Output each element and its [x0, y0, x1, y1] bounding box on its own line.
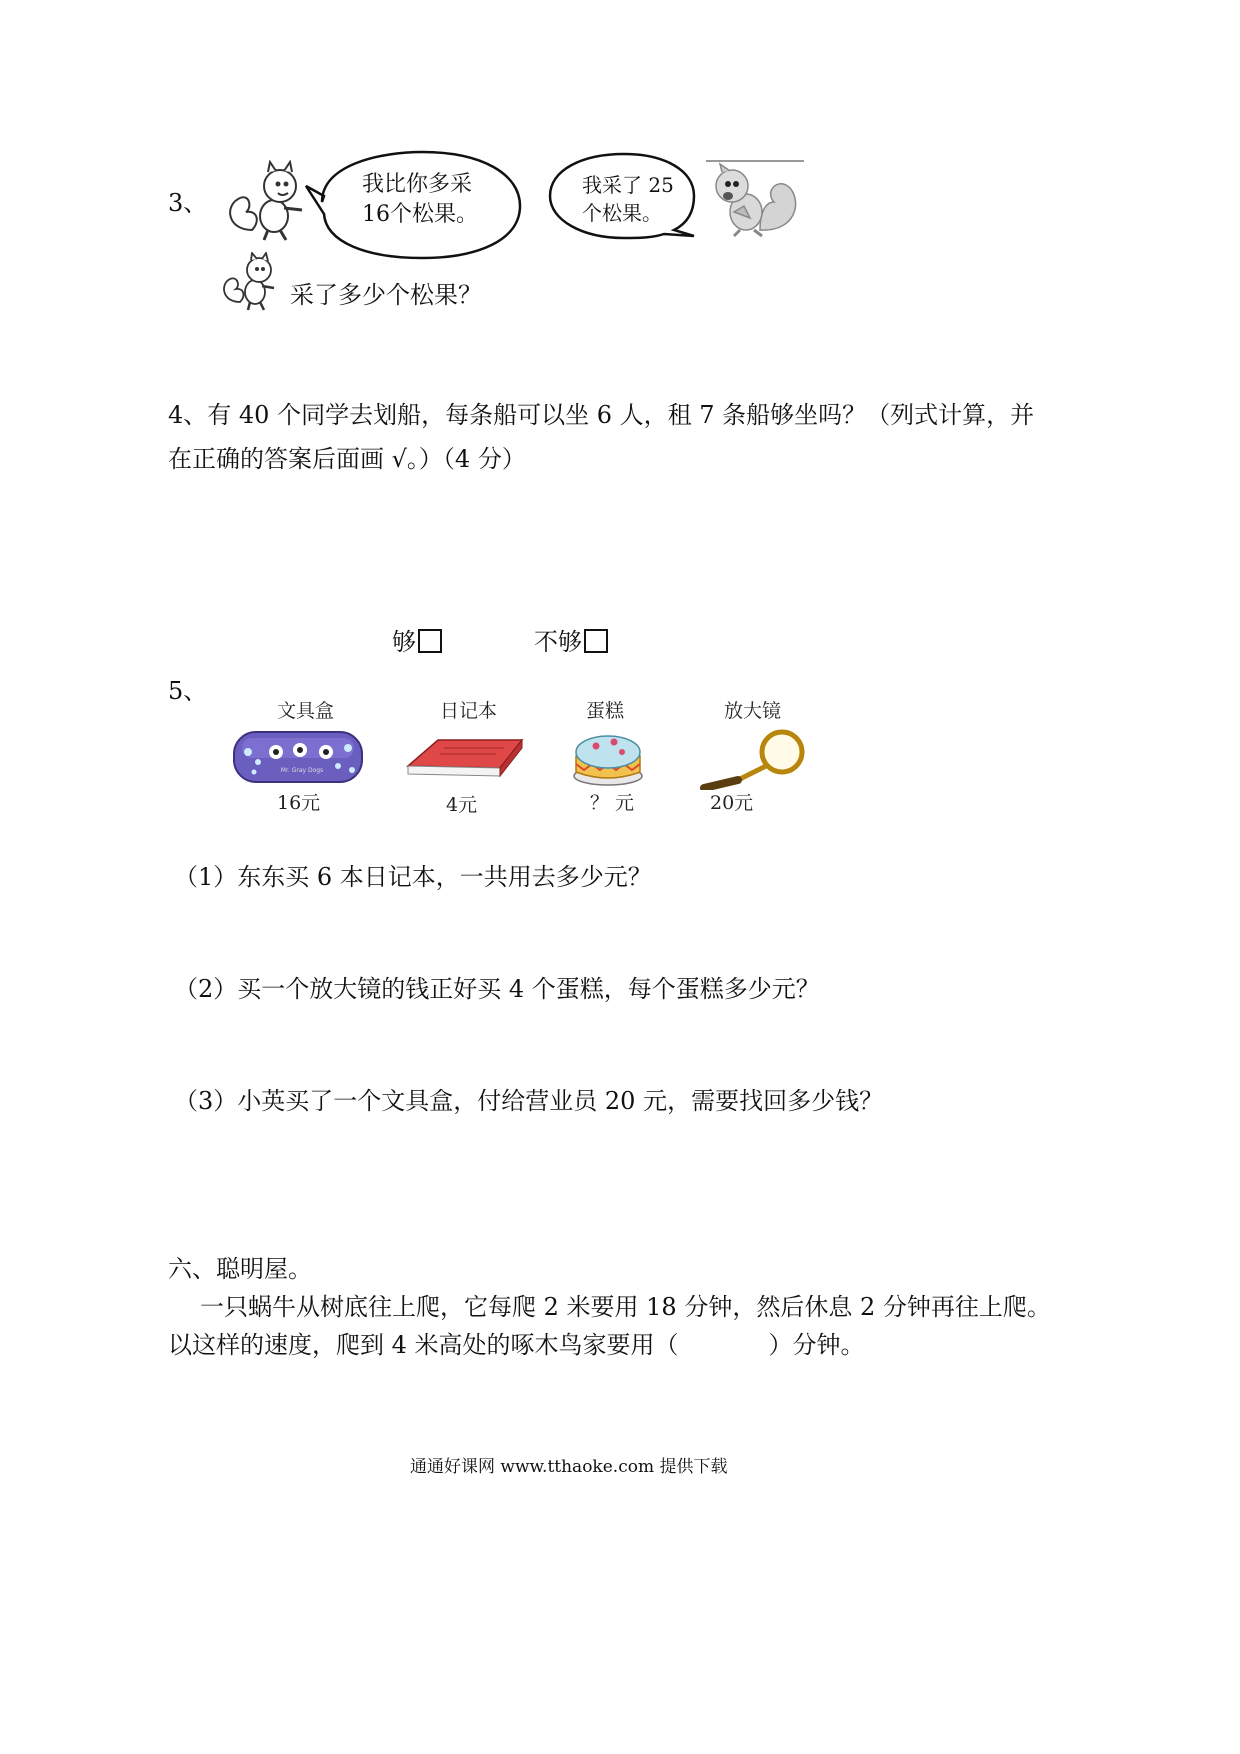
- q5-number: 5、: [168, 677, 208, 705]
- item-name-magnifier: 放大镜: [724, 700, 782, 722]
- footer-credit: 通通好课网 www.tthaoke.com 提供下载: [410, 1457, 728, 1477]
- q4-checkbox-enough[interactable]: [418, 629, 442, 653]
- item-price-notebook: 4元: [446, 794, 478, 816]
- magnifier-icon: [698, 728, 810, 790]
- squirrel-small-icon: [218, 252, 282, 312]
- item-name-notebook: 日记本: [440, 700, 498, 722]
- bubble-left-line2: 16个松果。: [362, 202, 478, 227]
- item-price-magnifier: 20元: [710, 792, 754, 814]
- q6-line1: 一只蜗牛从树底往上爬，它每爬 2 米要用 18 分钟，然后休息 2 分钟再往上爬。: [200, 1293, 1051, 1321]
- notebook-icon: [404, 736, 526, 782]
- cake-icon: [570, 728, 646, 788]
- q6-line2-prefix: 以这样的速度，爬到 4 米高处的啄木鸟家要用（: [168, 1331, 679, 1359]
- q5-sub3: （3）小英买了一个文具盒，付给营业员 20 元，需要找回多少钱？: [174, 1087, 884, 1115]
- bubble-right-line1: 我采了 25: [582, 173, 674, 197]
- q4-option-not-enough-label: 不够: [534, 628, 582, 656]
- q5-sub2: （2）买一个放大镜的钱正好买 4 个蛋糕，每个蛋糕多少元？: [174, 975, 820, 1003]
- squirrel-left-icon: [222, 160, 314, 244]
- q4-option-not-enough: [534, 627, 608, 657]
- item-price-cake: ？ 元: [590, 792, 635, 814]
- q5-sub1: （1）东东买 6 本日记本，一共用去多少元？: [174, 863, 652, 891]
- q4-option-enough: [392, 627, 442, 657]
- q4-checkbox-not-enough[interactable]: [584, 629, 608, 653]
- q4-line1: 4、有 40 个同学去划船，每条船可以坐 6 人，租 7 条船够坐吗？（列式计算，并: [168, 401, 1035, 429]
- q4-option-enough-label: 够: [392, 628, 416, 656]
- pencil-case-text: Mr. Gray Dogs: [280, 767, 324, 774]
- q3-number: 3、: [168, 189, 208, 217]
- q6-title: 六、聪明屋。: [168, 1255, 312, 1283]
- q3-question: 采了多少个松果？: [290, 281, 482, 309]
- squirrel-right-icon: [704, 162, 804, 238]
- bubble-left-line1: 我比你多采: [362, 172, 473, 197]
- item-name-pencil-case: 文具盒: [277, 700, 335, 722]
- q4-line2: 在正确的答案后面画 √。）（4 分）: [168, 445, 526, 473]
- pencil-case-icon: [232, 728, 364, 786]
- bubble-right-line2: 个松果。: [582, 201, 662, 225]
- q6-line2: [168, 1330, 865, 1360]
- item-price-pencil-case: 16元: [277, 792, 321, 814]
- q6-line2-suffix: ）分钟。: [768, 1331, 865, 1359]
- item-name-cake: 蛋糕: [586, 700, 625, 722]
